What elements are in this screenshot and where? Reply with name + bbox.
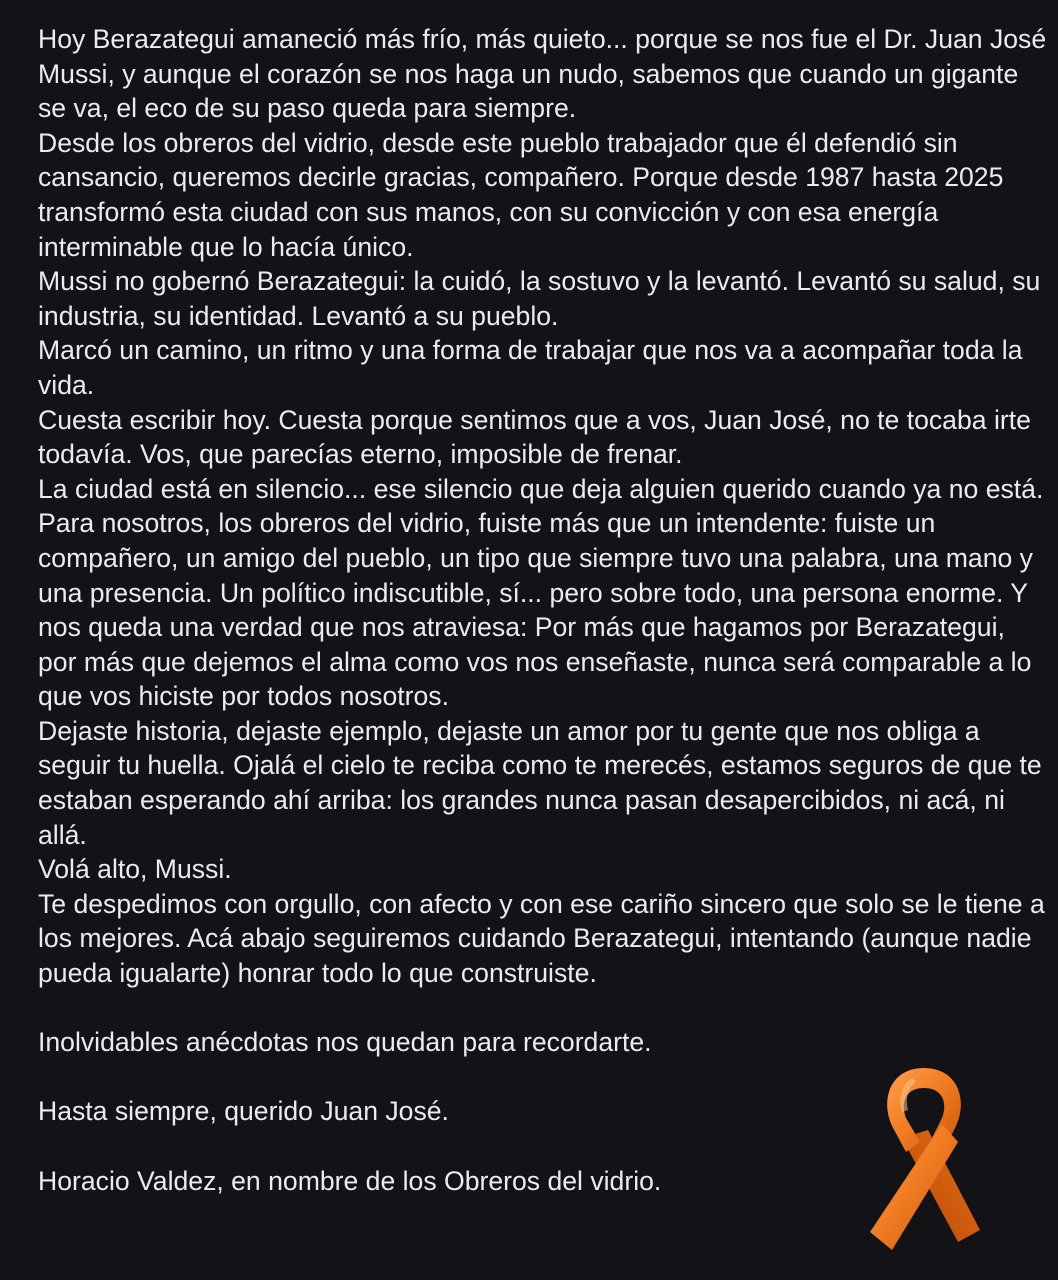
post-paragraph: Para nosotros, los obreros del vidrio, fuiste más que un intendente: fuiste un compañero, un amigo del pueblo, un tipo que siempre tuvo una palabra, una mano y una presencia. Un político indiscutible, sí... pero sobre todo, una persona enorme. Y nos queda una verdad que nos atraviesa: Por más que hagamos por Berazategui, por más que dejemos el alma como vos nos enseñaste, nunca será comparable a lo que vos hiciste por todos nosotros.: [38, 508, 1033, 712]
signature-line: Horacio Valdez, en nombre de los Obreros del vidrio.: [38, 1165, 662, 1196]
post-paragraph: Hoy Berazategui amaneció más frío, más quieto... porque se nos fue el Dr. Juan José Mussi, y aunque el corazón se nos haga un nudo, sabemos que cuando un gigante se va, el eco de su paso queda para siempre.: [38, 24, 1047, 124]
post-paragraph: Volá alto, Mussi.: [38, 854, 232, 885]
post-paragraph: Dejaste historia, dejaste ejemplo, dejaste un amor por tu gente que nos obliga a seguir tu huella. Ojalá el cielo te reciba como te merecés, estamos seguros de que te estaban esperando ahí arriba: los grandes nunca pasan desapercibidos, ni acá, ni allá.: [38, 715, 1042, 850]
farewell-line: Hasta siempre, querido Juan José.: [38, 1096, 449, 1127]
post-paragraph: Cuesta escribir hoy. Cuesta porque sentimos que a vos, Juan José, no te tocaba irte todavía. Vos, que parecías eterno, imposible de frenar.: [38, 404, 1031, 470]
post-paragraph: Mussi no gobernó Berazategui: la cuidó, la sostuvo y la levantó. Levantó su salud, su industria, su identidad. Levantó a su pueblo.: [38, 266, 1041, 331]
closing-line: Inolvidables anécdotas nos quedan para recordarte.: [38, 1027, 652, 1058]
post-paragraph: Desde los obreros del vidrio, desde este pueblo trabajador que él defendió sin cansancio, queremos decirle gracias, compañero. Porque desde 1987 hasta 2025 transformó esta ciudad con sus manos, con su convicción y con esa energía interminable que lo hacía único.: [38, 127, 1004, 262]
post-paragraph: Marcó un camino, un ritmo y una forma de trabajar que nos va a acompañar toda la vida.: [38, 335, 1023, 400]
post-paragraph: La ciudad está en silencio... ese silencio que deja alguien querido cuando ya no está.: [38, 473, 1044, 504]
post-paragraph: Te despedimos con orgullo, con afecto y con ese cariño sincero que solo se le tiene a los mejores. Acá abajo seguiremos cuidando Berazategui, intentando (aunque nadie pueda igualarte) honrar todo lo que construiste.: [38, 888, 1045, 989]
post-body: [38, 22, 1050, 1198]
paragraph-spacer: [38, 991, 1050, 1026]
awareness-ribbon-icon: [862, 1060, 986, 1260]
